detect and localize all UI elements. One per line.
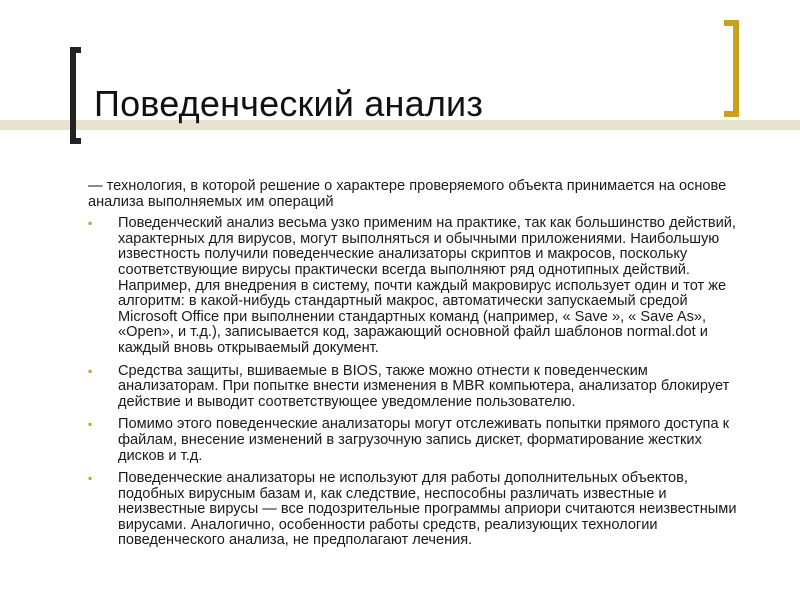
bullet-text: Поведенческий анализ весьма узко применим на практике, так как большинство действий, характерных для вирусов, могут выполняться и обычными приложениями. Наибольшую известность получили поведенческие анализаторы скриптов и макросов, поскольку соответствующие вирусы практически всегда выполняют ряд однотипных действий. Например, для внедрения в систему, почти каждый макровирус использует один и тот же алгоритм: в какой-нибудь стандартный макрос, автоматически запускаемый средой Microsoft Office при выполнении стандартных команд (например, « Save », « Save As», «Open», и т.д.), записывается код, заражающий основной файл шаблонов normal.dot и каждый вновь открываемый документ. bbox=[118, 215, 736, 356]
bullet-marker-icon: ▪ bbox=[88, 417, 93, 432]
slide-content bbox=[88, 179, 748, 556]
bullet-text: Средства защиты, вшиваемые в BIOS, также можно отнести к поведенческим анализаторам. При попытке внести изменения в MBR компьютера, анализатор блокирует действие и выводит соответствующее уведомление пользователю. bbox=[118, 362, 730, 410]
bullet-text: Поведенческие анализаторы не используют для работы дополнительных объектов, подобных вирусным базам и, как следствие, неспособны различать известные и неизвестные вирусы — все подозрительные программы априори считаются неизвестными вирусами. Аналогично, особенности работы средств, реализующих технологии поведенческого анализа, не предполагают лечения. bbox=[118, 470, 737, 549]
lead-text: — технология, в которой решение о характере проверяемого объекта принимается на основе анализа выполняемых им операций bbox=[88, 178, 727, 210]
bullet-item bbox=[88, 364, 748, 411]
left-bracket-decoration bbox=[70, 47, 81, 144]
bullet-list bbox=[88, 216, 748, 549]
bullet-item bbox=[88, 216, 748, 356]
bullet-marker-icon: ▪ bbox=[88, 216, 93, 231]
bullet-text: Помимо этого поведенческие анализаторы могут отслеживать попытки прямого доступа к файлам, внесение изменений в загрузочную запись дискет, форматирование жестких дисков и т.д. bbox=[118, 416, 730, 464]
slide-title: Поведенческий анализ bbox=[94, 83, 484, 124]
bullet-item bbox=[88, 471, 748, 549]
right-bracket-decoration bbox=[724, 20, 739, 117]
bullet-item bbox=[88, 417, 748, 464]
bullet-marker-icon: ▪ bbox=[88, 471, 93, 486]
bullet-marker-icon: ▪ bbox=[88, 363, 93, 378]
